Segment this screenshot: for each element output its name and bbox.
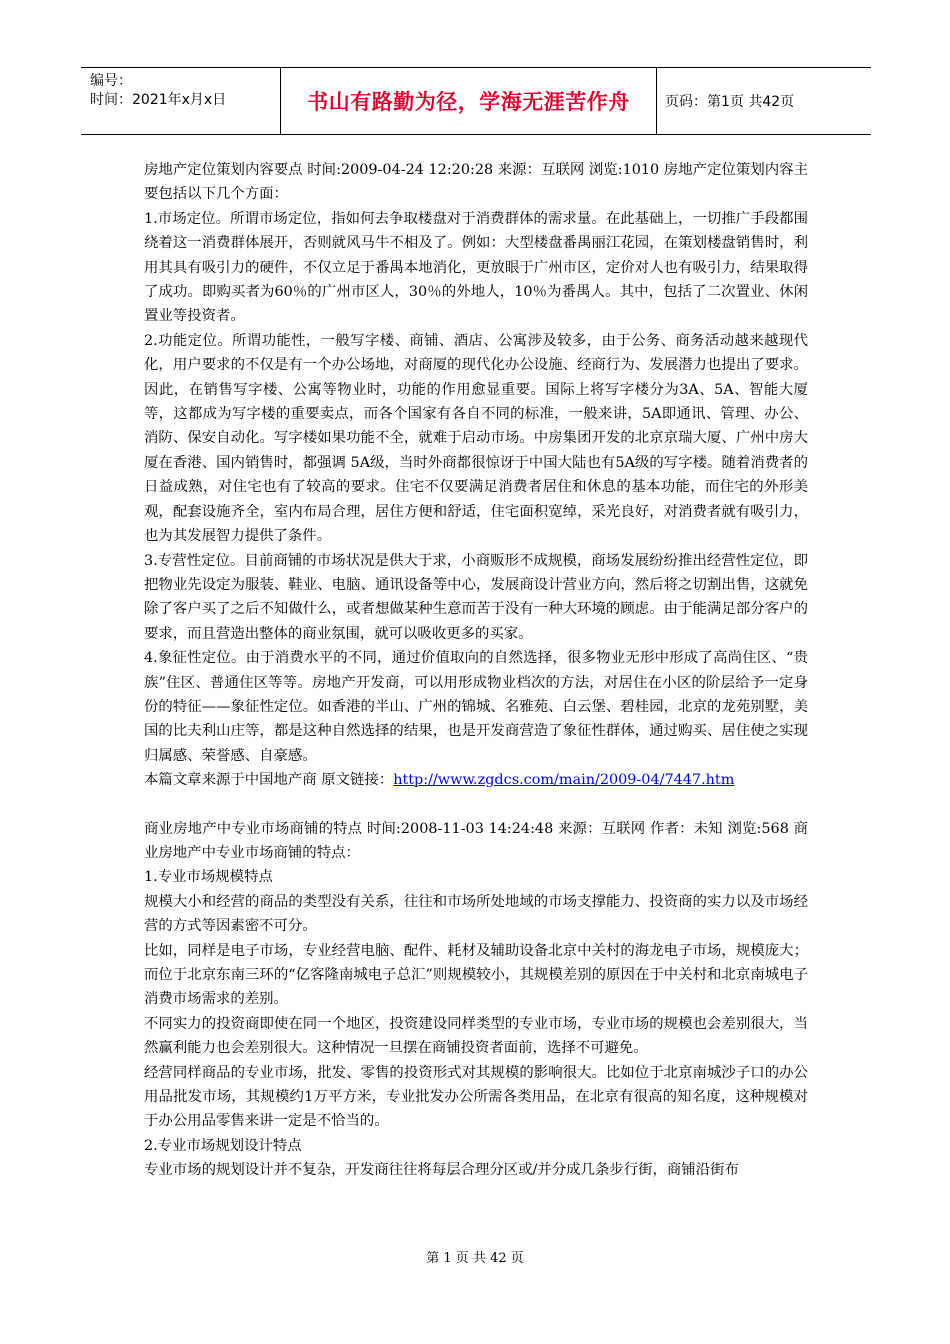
number-label: 编号： <box>90 73 132 89</box>
header-meta <box>81 68 281 134</box>
article2-paragraph: 经营同样商品的专业市场，批发、零售的投资形式对其规模的影响很大。比如位于北京南城沙子口的办公用品批发市场，其规模约1万平方米，专业批发办公所需各类用品，在北京有很高的知名度，这种规模对于办公用品零售来讲一定是不恰当的。 <box>144 1064 808 1130</box>
source-link[interactable]: http://www.zgdcs.com/main/2009-04/7447.htm <box>393 772 735 789</box>
article2-paragraph: 不同实力的投资商即使在同一个地区，投资建设同样类型的专业市场，专业市场的规模也会差别很大，当然赢利能力也会差别很大。这种情况一旦摆在商铺投资者面前，选择不可避免。 <box>144 1015 808 1057</box>
page-footer: 第 1 页 共 42 页 <box>426 1251 524 1266</box>
header-motto: 书山有路勤为径，学海无涯苦作舟 <box>281 68 657 134</box>
article2-paragraph: 比如，同样是电子市场，专业经营电脑、配件、耗材及辅助设备北京中关村的海龙电子市场，规模庞大；而位于北京东南三环的“亿客隆南城电子总汇”则规模较小，其规模差别的原因在于中关村和北京南城电子消费市场需求的差别。 <box>144 942 808 1008</box>
article1-paragraph: 4.象征性定位。由于消费水平的不同，通过价值取向的自然选择，很多物业无形中形成了高尚住区、“贵族”住区、普通住区等等。房地产开发商，可以用形成物业档次的方法，对居住在小区的阶层给予一定身份的特征——象征性定位。如香港的半山、广州的锦城、名雅苑、白云堡、碧桂园，北京的龙苑别墅，美国的比夫利山庄等，都是这种自然选择的结果，也是开发商营造了象征性群体，通过购买、居住使之实现归属感、荣誉感、自豪感。 <box>144 650 808 764</box>
article2-heading: 2.专业市场规划设计特点 <box>144 1137 302 1154</box>
page-header <box>81 67 871 135</box>
article2-paragraph: 规模大小和经营的商品的类型没有关系，往往和市场所处地域的市场支撑能力、投资商的实力以及市场经营的方式等因素密不可分。 <box>144 893 808 935</box>
article2-heading: 1.专业市场规模特点 <box>144 869 273 886</box>
article1-paragraph: 3.专营性定位。目前商铺的市场状况是供大于求，小商贩形不成规模，商场发展纷纷推出经营性定位，即把物业先设定为服装、鞋业、电脑、通讯设备等中心，发展商设计营业方向，然后将之切割出售，这就免除了客户买了之后不知做什么，或者想做某种生意而苦于没有一种大环境的顾虑。由于能满足部分客户的要求，而且营造出整体的商业氛围，就可以吸收更多的买家。 <box>144 552 808 642</box>
article-gap <box>144 793 808 817</box>
article1-paragraph: 1.市场定位。所谓市场定位，指如何去争取楼盘对于消费群体的需求量。在此基础上，一切推广手段都围绕着这一消费群体展开，否则就风马牛不相及了。例如：大型楼盘番禺丽江花园，在策划楼盘销售时，利用其具有吸引力的硬件，不仅立足于番禺本地消化，更放眼于广州市区，定价对人也有吸引力，结果取得了成功。即购买者为60％的广州市区人，30％的外地人，10％为番禺人。其中，包括了二次置业、休闲置业等投资者。 <box>144 210 808 325</box>
header-page-info: 页码：第1页 共42页 <box>665 94 795 110</box>
document-body <box>144 158 808 1183</box>
article2-paragraph: 专业市场的规划设计并不复杂，开发商往往将每层合理分区或/并分成几条步行街，商铺沿街布 <box>144 1162 739 1179</box>
article2-intro: 商业房地产中专业市场商铺的特点 时间:2008-11-03 14:24:48 来源：互联网 作者：未知 浏览:568 商业房地产中专业市场商铺的特点： <box>144 820 808 861</box>
source-text: 本篇文章来源于中国地产商 原文链接： <box>144 772 394 789</box>
article1-source <box>144 768 808 792</box>
time-label: 时间：2021年x月x日 <box>90 92 227 108</box>
article1-paragraph: 2.功能定位。所谓功能性，一般写字楼、商铺、酒店、公寓涉及较多，由于公务、商务活动越来越现代化，用户要求的不仅是有一个办公场地，对商厦的现代化办公设施、经商行为、发展潜力也提出了要求。因此，在销售写字楼、公寓等物业时，功能的作用愈显重要。国际上将写字楼分为3A、5A、智能大厦等，这都成为写字楼的重要卖点，而各个国家有各自不同的标准，一般来讲，5A即通讯、管理、办公、消防、保安自动化。写字楼如果功能不全，就难于启动市场。中房集团开发的北京京瑞大厦、广州中房大厦在香港、国内销售时，都强调 5A级，当时外商都很惊讶于中国大陆也有5A级的写字楼。随着消费者的日益成熟，对住宅也有了较高的要求。住宅不仅要满足消费者居住和休息的基本功能，而住宅的外形美观，配套设施齐全，室内布局合理，居住方便和舒适，住宅面积宽绰，采光良好，对消费者就有吸引力，也为其发展智力提供了条件。 <box>144 332 808 545</box>
article1-intro: 房地产定位策划内容要点 时间:2009-04-24 12:20:28 来源：互联网 浏览:1010 房地产定位策划内容主要包括以下几个方面： <box>144 162 808 203</box>
